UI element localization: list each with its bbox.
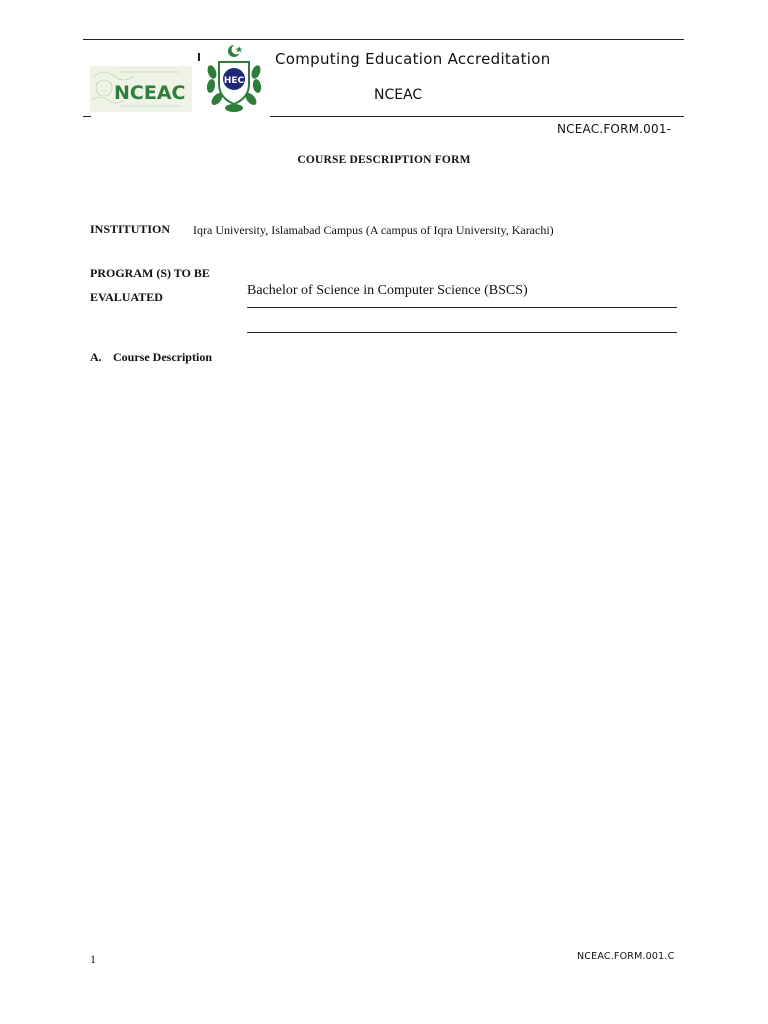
header-bottom-rule-left <box>83 116 91 117</box>
section-a-title: Course Description <box>113 350 212 364</box>
program-value: Bachelor of Science in Computer Science (BSCS) <box>247 283 528 298</box>
program-underline-2 <box>247 332 677 333</box>
header-bottom-rule <box>270 116 684 117</box>
form-code-top: NCEAC.FORM.001- <box>557 122 672 136</box>
program-label-line1: PROGRAM (S) TO BE <box>90 266 210 280</box>
form-title: COURSE DESCRIPTION FORM <box>297 154 471 166</box>
header-title: Computing Education Accreditation <box>275 50 551 68</box>
header-tick-mark <box>198 53 200 61</box>
header-top-rule <box>83 39 684 40</box>
program-underline-1 <box>247 307 677 308</box>
hec-logo-text: HEC <box>223 76 245 86</box>
form-title-container <box>0 154 768 166</box>
section-a-number: A. <box>90 350 102 364</box>
header-subtitle: NCEAC <box>374 87 423 103</box>
institution-value: Iqra University, Islamabad Campus (A campus of Iqra University, Karachi) <box>193 223 554 237</box>
section-a-heading <box>90 350 212 365</box>
program-label-line2: EVALUATED <box>90 290 163 304</box>
institution-label: INSTITUTION <box>90 222 171 236</box>
hec-seal-logo <box>203 42 265 116</box>
page-number: 1 <box>90 952 96 966</box>
nceac-logo-text: NCEAC <box>114 82 186 104</box>
nceac-logo <box>90 66 192 112</box>
form-code-bottom: NCEAC.FORM.001.C <box>577 951 675 962</box>
